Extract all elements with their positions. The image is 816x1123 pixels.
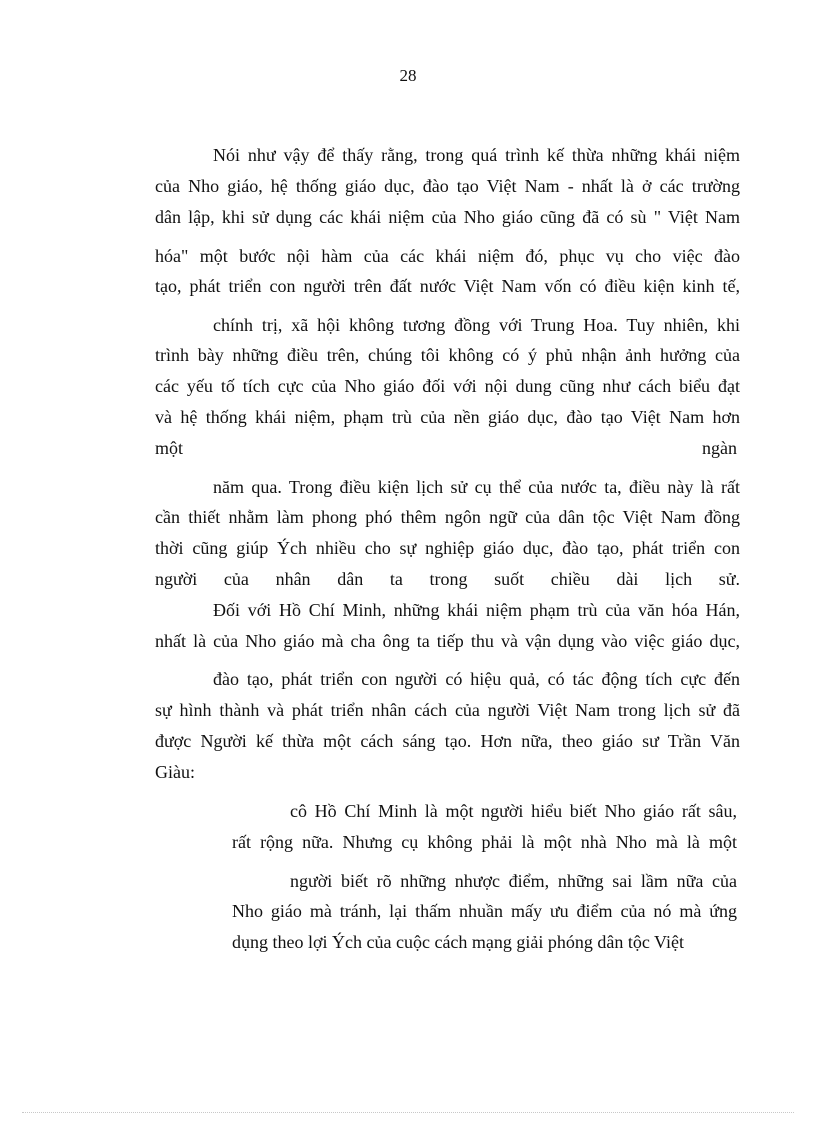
text-line: một	[155, 438, 184, 458]
text-line: năm qua. Trong điều kiện lịch sử cụ thể của nước ta, điều này là rất	[213, 477, 740, 497]
text-line: tạo, phát triển con người trên đất nước Việt Nam vốn có điều kiện kinh tế,	[155, 276, 740, 296]
text-line: Nói như vậy để thấy rằng, trong quá trình kế thừa những khái niệm	[213, 145, 740, 165]
text-line: nhất là của Nho giáo mà cha ông ta tiếp thu và vận dụng vào việc giáo dục,	[155, 631, 740, 651]
text-line: cần thiết nhằm làm phong phó thêm ngôn ngữ của dân tộc Việt Nam đồng	[155, 507, 740, 527]
quote-line: cô Hồ Chí Minh là một người hiểu biết Nho giáo rất sâu,	[290, 801, 737, 821]
page-number: 28	[399, 66, 417, 85]
quote-line: người biết rõ những nhược điểm, những sai lầm nữa của	[290, 871, 737, 891]
quote-line: Nho giáo mà tránh, lại thấm nhuần mấy ưu điểm của nó mà ứng	[232, 901, 737, 921]
text-line: được Người kế thừa một cách sáng tạo. Hơn nữa, theo giáo sư Trần Văn	[155, 731, 740, 751]
text-line: đào tạo, phát triển con người có hiệu quả, có tác động tích cực đến	[213, 669, 740, 689]
text-line: chính trị, xã hội không tương đồng với Trung Hoa. Tuy nhiên, khi	[213, 315, 740, 335]
page-bottom-border	[22, 1112, 794, 1113]
text-line: Đối với Hồ Chí Minh, những khái niệm phạm trù của văn hóa Hán,	[213, 600, 740, 620]
text-line: người của nhân dân ta trong suốt chiều dài lịch sử.	[155, 569, 740, 589]
text-line: trình bày những điều trên, chúng tôi không có ý phủ nhận ảnh hưởng của	[155, 345, 740, 365]
text-line: thời cũng giúp Ých nhiều cho sự nghiệp giáo dục, đào tạo, phát triển con	[155, 538, 740, 558]
text-line: các yếu tố tích cực của Nho giáo đối với nội dung cũng như cách biểu đạt	[155, 376, 740, 396]
text-line: sự hình thành và phát triển nhân cách của người Việt Nam trong lịch sử đã	[155, 700, 740, 720]
text-line: hóa" một bước nội hàm của các khái niệm đó, phục vụ cho việc đào	[155, 246, 740, 266]
text-line: Giàu:	[155, 762, 195, 782]
text-line: ngàn	[702, 438, 737, 458]
text-line: và hệ thống khái niệm, phạm trù của nền giáo dục, đào tạo Việt Nam hơn	[155, 407, 740, 427]
text-line: dân lập, khi sử dụng các khái niệm của Nho giáo cũng đã có sù " Việt Nam	[155, 207, 740, 227]
quote-line: rất rộng nữa. Nhưng cụ không phải là một nhà Nho mà là một	[232, 832, 737, 852]
quote-line: dụng theo lợi Ých của cuộc cách mạng giải phóng dân tộc Việt	[232, 932, 684, 952]
text-line: của Nho giáo, hệ thống giáo dục, đào tạo Việt Nam - nhất là ở các trường	[155, 176, 740, 196]
